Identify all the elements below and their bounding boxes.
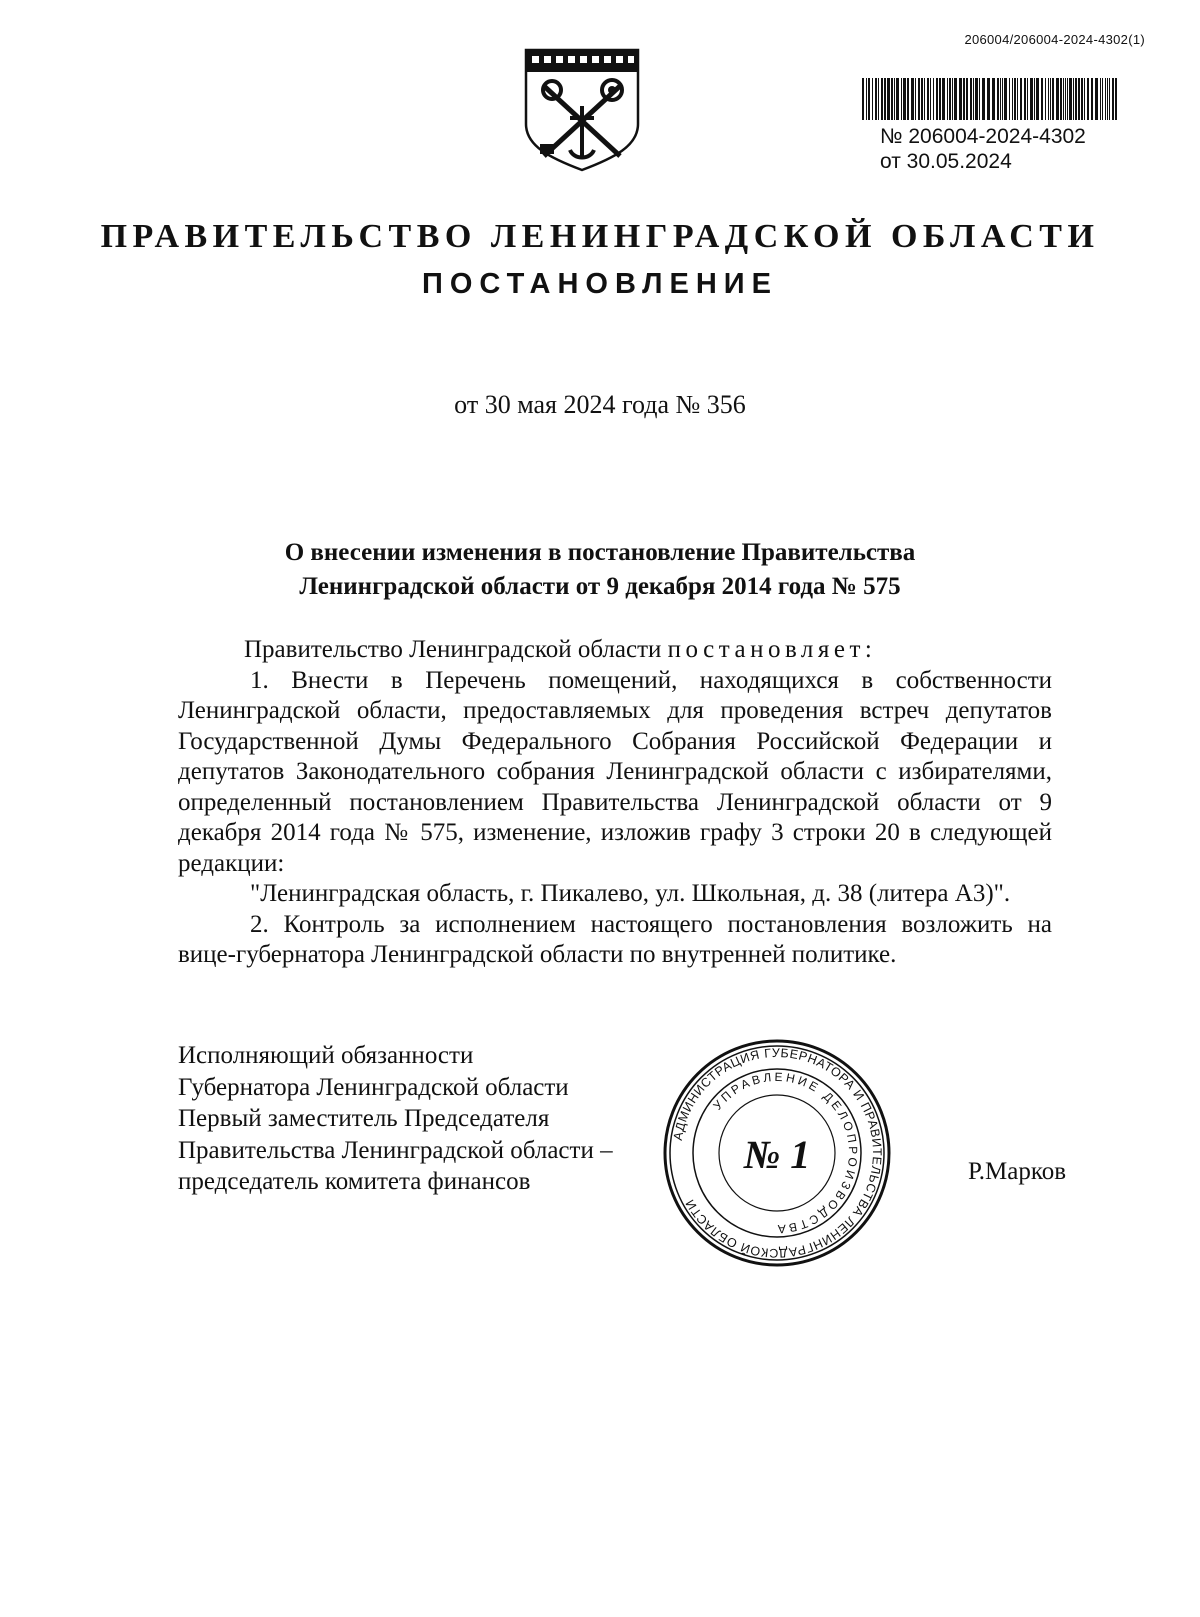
item-2-paragraph: 2. Контроль за исполнением настоящего постановления возложить на вице-губернатора Ленинградской области по внутренней политике.	[178, 910, 1052, 968]
barcode-bar	[1109, 78, 1110, 120]
barcode-bar	[872, 78, 873, 120]
barcode-bar	[1107, 78, 1108, 120]
barcode-bar	[966, 78, 968, 120]
barcode-bar	[1069, 78, 1072, 120]
intro-paragraph	[178, 635, 1052, 666]
barcode-bar	[878, 78, 879, 120]
barcode-bar	[1067, 78, 1068, 120]
barcode-bar	[936, 78, 938, 120]
barcode-bar	[933, 78, 934, 120]
barcode-bar	[982, 78, 985, 120]
barcode-bar	[1081, 78, 1083, 120]
coat-of-arms-icon	[522, 46, 642, 174]
barcode-bar	[1012, 78, 1013, 120]
seal-number: № 1	[743, 1132, 811, 1177]
document-subject	[180, 536, 1020, 604]
barcode-bar	[970, 78, 972, 120]
barcode-bar	[1014, 78, 1016, 120]
barcode-bar	[866, 78, 867, 120]
intro-text: Правительство Ленинградской области	[244, 636, 668, 663]
barcode-bar	[1087, 78, 1089, 120]
barcode-bar	[1060, 78, 1062, 120]
document-reference: 206004/206004-2024-4302(1)	[964, 32, 1145, 47]
barcode-bar	[947, 78, 948, 120]
barcode-bar	[1020, 78, 1022, 120]
barcode-bar	[1030, 78, 1033, 120]
barcode-bar	[987, 78, 990, 120]
barcode-bar	[1036, 78, 1039, 120]
barcode-bar	[992, 78, 995, 120]
item-1-paragraph: 1. Внести в Перечень помещений, находящихся в собственности Ленинградской области, предоставляемых для проведения встреч депутатов Государственной Думы Федерального Собрания Российской Федерации и депутатов Законодательного собрания Ленинградской области с избирателями, определенный постановлением Правительства Ленинградской области от 9 декабря 2014 года № 575, изменение, изложив графу 3 строки 20 в следующей редакции:	[178, 666, 1052, 877]
signer-name: Р.Марков	[968, 1158, 1067, 1185]
document-body	[178, 635, 1052, 971]
barcode-bar	[907, 78, 909, 120]
barcode-bar	[1115, 78, 1117, 120]
barcode-bar	[1095, 78, 1098, 120]
barcode-bar	[939, 78, 941, 120]
registration-date: от 30.05.2024	[880, 150, 1012, 173]
barcode-bar	[891, 78, 893, 120]
barcode-bar	[1075, 78, 1077, 120]
barcode-bar	[997, 78, 999, 120]
signer-line: Исполняющий обязанности	[178, 1042, 474, 1069]
barcode-bar	[979, 78, 980, 120]
barcode-bar	[1050, 78, 1051, 120]
signer-line: Первый заместитель Председателя	[178, 1105, 550, 1132]
barcode-bar	[942, 78, 945, 120]
barcode-bar	[1000, 78, 1001, 120]
barcode-bar	[1041, 78, 1043, 120]
barcode-bar	[1073, 78, 1074, 120]
barcode-bar	[959, 78, 962, 120]
barcode-bar	[1034, 78, 1035, 120]
barcode-bar	[875, 78, 877, 120]
barcode-bar	[868, 78, 870, 120]
barcode-bar	[927, 78, 929, 120]
barcode-bar	[1048, 78, 1049, 120]
barcode-bar	[915, 78, 916, 120]
subject-line-2: Ленинградской области от 9 декабря 2014 года № 575	[299, 573, 901, 600]
barcode-bar	[1078, 78, 1080, 120]
barcode-bar	[884, 78, 886, 120]
official-seal	[662, 1038, 892, 1268]
signer-line: Правительства Ленинградской области –	[178, 1136, 613, 1164]
signer-line: Губернатора Ленинградской области	[178, 1073, 569, 1101]
document-date-number: от 30 мая 2024 года № 356	[454, 390, 746, 419]
barcode-bar	[1065, 78, 1066, 120]
barcode-bar	[881, 78, 883, 120]
barcode-bar	[1045, 78, 1046, 120]
signer-position	[178, 1040, 613, 1198]
barcode-bar	[921, 78, 923, 120]
barcode-bar	[903, 78, 906, 120]
barcode-bar	[1027, 78, 1028, 120]
barcode-bar	[1084, 78, 1085, 120]
barcode-bar	[896, 78, 899, 120]
barcode-bar	[1063, 78, 1064, 120]
barcode-bar	[1105, 78, 1106, 120]
quote-paragraph: "Ленинградская область, г. Пикалево, ул. Школьная, д. 38 (литера А3)".	[250, 880, 1011, 907]
barcode-bar	[924, 78, 925, 120]
barcode-bar	[862, 78, 864, 120]
barcode-bar	[1009, 78, 1010, 120]
barcode-bar	[1052, 78, 1054, 120]
barcode-bar	[954, 78, 957, 120]
barcode-bar	[930, 78, 931, 120]
barcode-bar	[918, 78, 920, 120]
barcode-bar	[911, 78, 914, 120]
barcode-bar	[887, 78, 890, 120]
barcode-bar	[1091, 78, 1093, 120]
barcode-bar	[1017, 78, 1018, 120]
document-type: ПОСТАНОВЛЕНИЕ	[422, 268, 778, 300]
intro-verb: постановляет:	[667, 636, 877, 663]
barcode-bar	[1056, 78, 1059, 120]
barcode-bar	[975, 78, 978, 120]
barcode-bar	[1002, 78, 1003, 120]
subject-line-1: О внесении изменения в постановление Правительства	[284, 539, 916, 566]
seal-inner-text: УПРАВЛЕНИЕ ДЕЛОПРОИЗВОДСТВА	[710, 1069, 861, 1237]
barcode-bar	[949, 78, 951, 120]
barcode-bar	[1112, 78, 1114, 120]
barcode-bar	[963, 78, 965, 120]
barcode-bar	[973, 78, 974, 120]
seal-outer-text: АДМИНИСТРАЦИЯ ГУБЕРНАТОРА И ПРАВИТЕЛЬСТВА ЛЕНИНГРАДСКОЙ ОБЛАСТИ	[670, 1045, 885, 1261]
barcode-bar	[952, 78, 953, 120]
barcode-bar	[1024, 78, 1026, 120]
signer-line: председатель комитета финансов	[178, 1168, 531, 1195]
barcode-bar	[894, 78, 895, 120]
organization-title: ПРАВИТЕЛЬСТВО ЛЕНИНГРАДСКОЙ ОБЛАСТИ	[100, 218, 1100, 255]
barcode-bar	[1004, 78, 1007, 120]
registration-number: № 206004-2024-4302	[880, 125, 1086, 148]
barcode-bar	[901, 78, 902, 120]
barcode-bar	[1100, 78, 1101, 120]
barcode	[862, 78, 1118, 120]
barcode-bar	[1102, 78, 1103, 120]
